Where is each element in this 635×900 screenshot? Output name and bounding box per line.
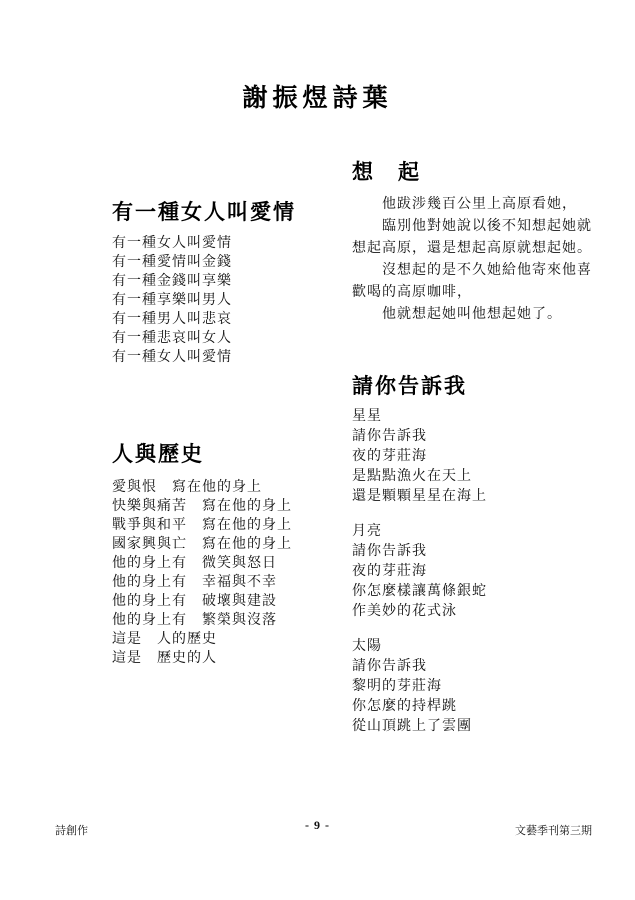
- poem-line: 有一種享樂叫男人: [112, 293, 232, 308]
- poem-line: 他的身上有 幸福與不幸: [112, 575, 277, 590]
- poem-recall-body: [352, 194, 602, 326]
- poem-love-body: [112, 234, 232, 367]
- poem-line: 他的身上有 微笑與怒日: [112, 556, 277, 571]
- poem-line: 快樂與痛苦 寫在他的身上: [112, 499, 292, 514]
- poem-line: 請你告訴我: [352, 544, 427, 559]
- poem-line: 還是顆顆星星在海上: [352, 489, 487, 504]
- poem-line: 有一種悲哀叫女人: [112, 331, 232, 346]
- poem-line: 你怎麼的持桿跳: [352, 699, 457, 714]
- poem-history-heading: 人與歷史: [112, 443, 204, 466]
- page-footer: [0, 818, 635, 838]
- poem-line: 愛與恨 寫在他的身上: [112, 480, 262, 495]
- poem-line: 有一種金錢叫享樂: [112, 274, 232, 289]
- poem-line: 有一種愛情叫金錢: [112, 255, 232, 270]
- poem-line: 臨別他對她說以後不知想起她就: [352, 219, 592, 234]
- footer-left-label: 詩創作: [55, 825, 88, 837]
- poem-line: 想起高原，還是想起高原就想起她。: [352, 241, 592, 256]
- poem-line: 你怎麼樣讓萬條銀蛇: [352, 584, 487, 599]
- poem-line: 有一種男人叫悲哀: [112, 312, 232, 327]
- page-number: - 9 -: [305, 818, 330, 832]
- footer-right-label: 文藝季刊第三期: [515, 825, 592, 837]
- poem-line: 國家興與亡 寫在他的身上: [112, 537, 292, 552]
- poem-tellme-heading: 請你告訴我: [352, 375, 467, 398]
- poem-line: 他跋涉幾百公里上高原看她，: [352, 197, 577, 212]
- poem-line: 他的身上有 繁榮與沒落: [112, 613, 277, 628]
- poem-line: 歡喝的高原咖啡，: [352, 285, 472, 300]
- poem-line: 他就想起她叫他想起她了。: [352, 307, 562, 322]
- poem-line: 太陽: [352, 639, 382, 654]
- poem-line: 星星: [352, 409, 382, 424]
- poem-tellme-stanza-3: [352, 637, 472, 737]
- poem-line: 有一種女人叫愛情: [112, 350, 232, 365]
- poem-line: 戰爭與和平 寫在他的身上: [112, 518, 292, 533]
- poem-line: 黎明的芽莊海: [352, 679, 442, 694]
- poem-line: 請你告訴我: [352, 429, 427, 444]
- poem-tellme-stanza-2: [352, 522, 487, 622]
- page-title: 謝振煜詩葉: [242, 85, 393, 112]
- poem-tellme-stanza-1: [352, 407, 487, 507]
- poem-history-body: [112, 478, 292, 668]
- poem-line: 他的身上有 破壞與建設: [112, 594, 277, 609]
- poem-line: 請你告訴我: [352, 659, 427, 674]
- poem-line: 月亮: [352, 524, 382, 539]
- poem-line: 夜的芽莊海: [352, 564, 427, 579]
- poem-recall-heading: 想 起: [352, 161, 421, 184]
- poem-line: 是點點漁火在天上: [352, 469, 472, 484]
- poem-line: 沒想起的是不久她給他寄來他喜: [352, 263, 592, 278]
- poem-line: 作美妙的花式泳: [352, 604, 457, 619]
- poem-line: 有一種女人叫愛情: [112, 236, 232, 251]
- poem-line: 這是 歷史的人: [112, 651, 217, 666]
- poem-line: 夜的芽莊海: [352, 449, 427, 464]
- poem-love-heading: 有一種女人叫愛情: [112, 201, 296, 224]
- poem-line: 這是 人的歷史: [112, 632, 217, 647]
- poem-line: 從山頂跳上了雲團: [352, 719, 472, 734]
